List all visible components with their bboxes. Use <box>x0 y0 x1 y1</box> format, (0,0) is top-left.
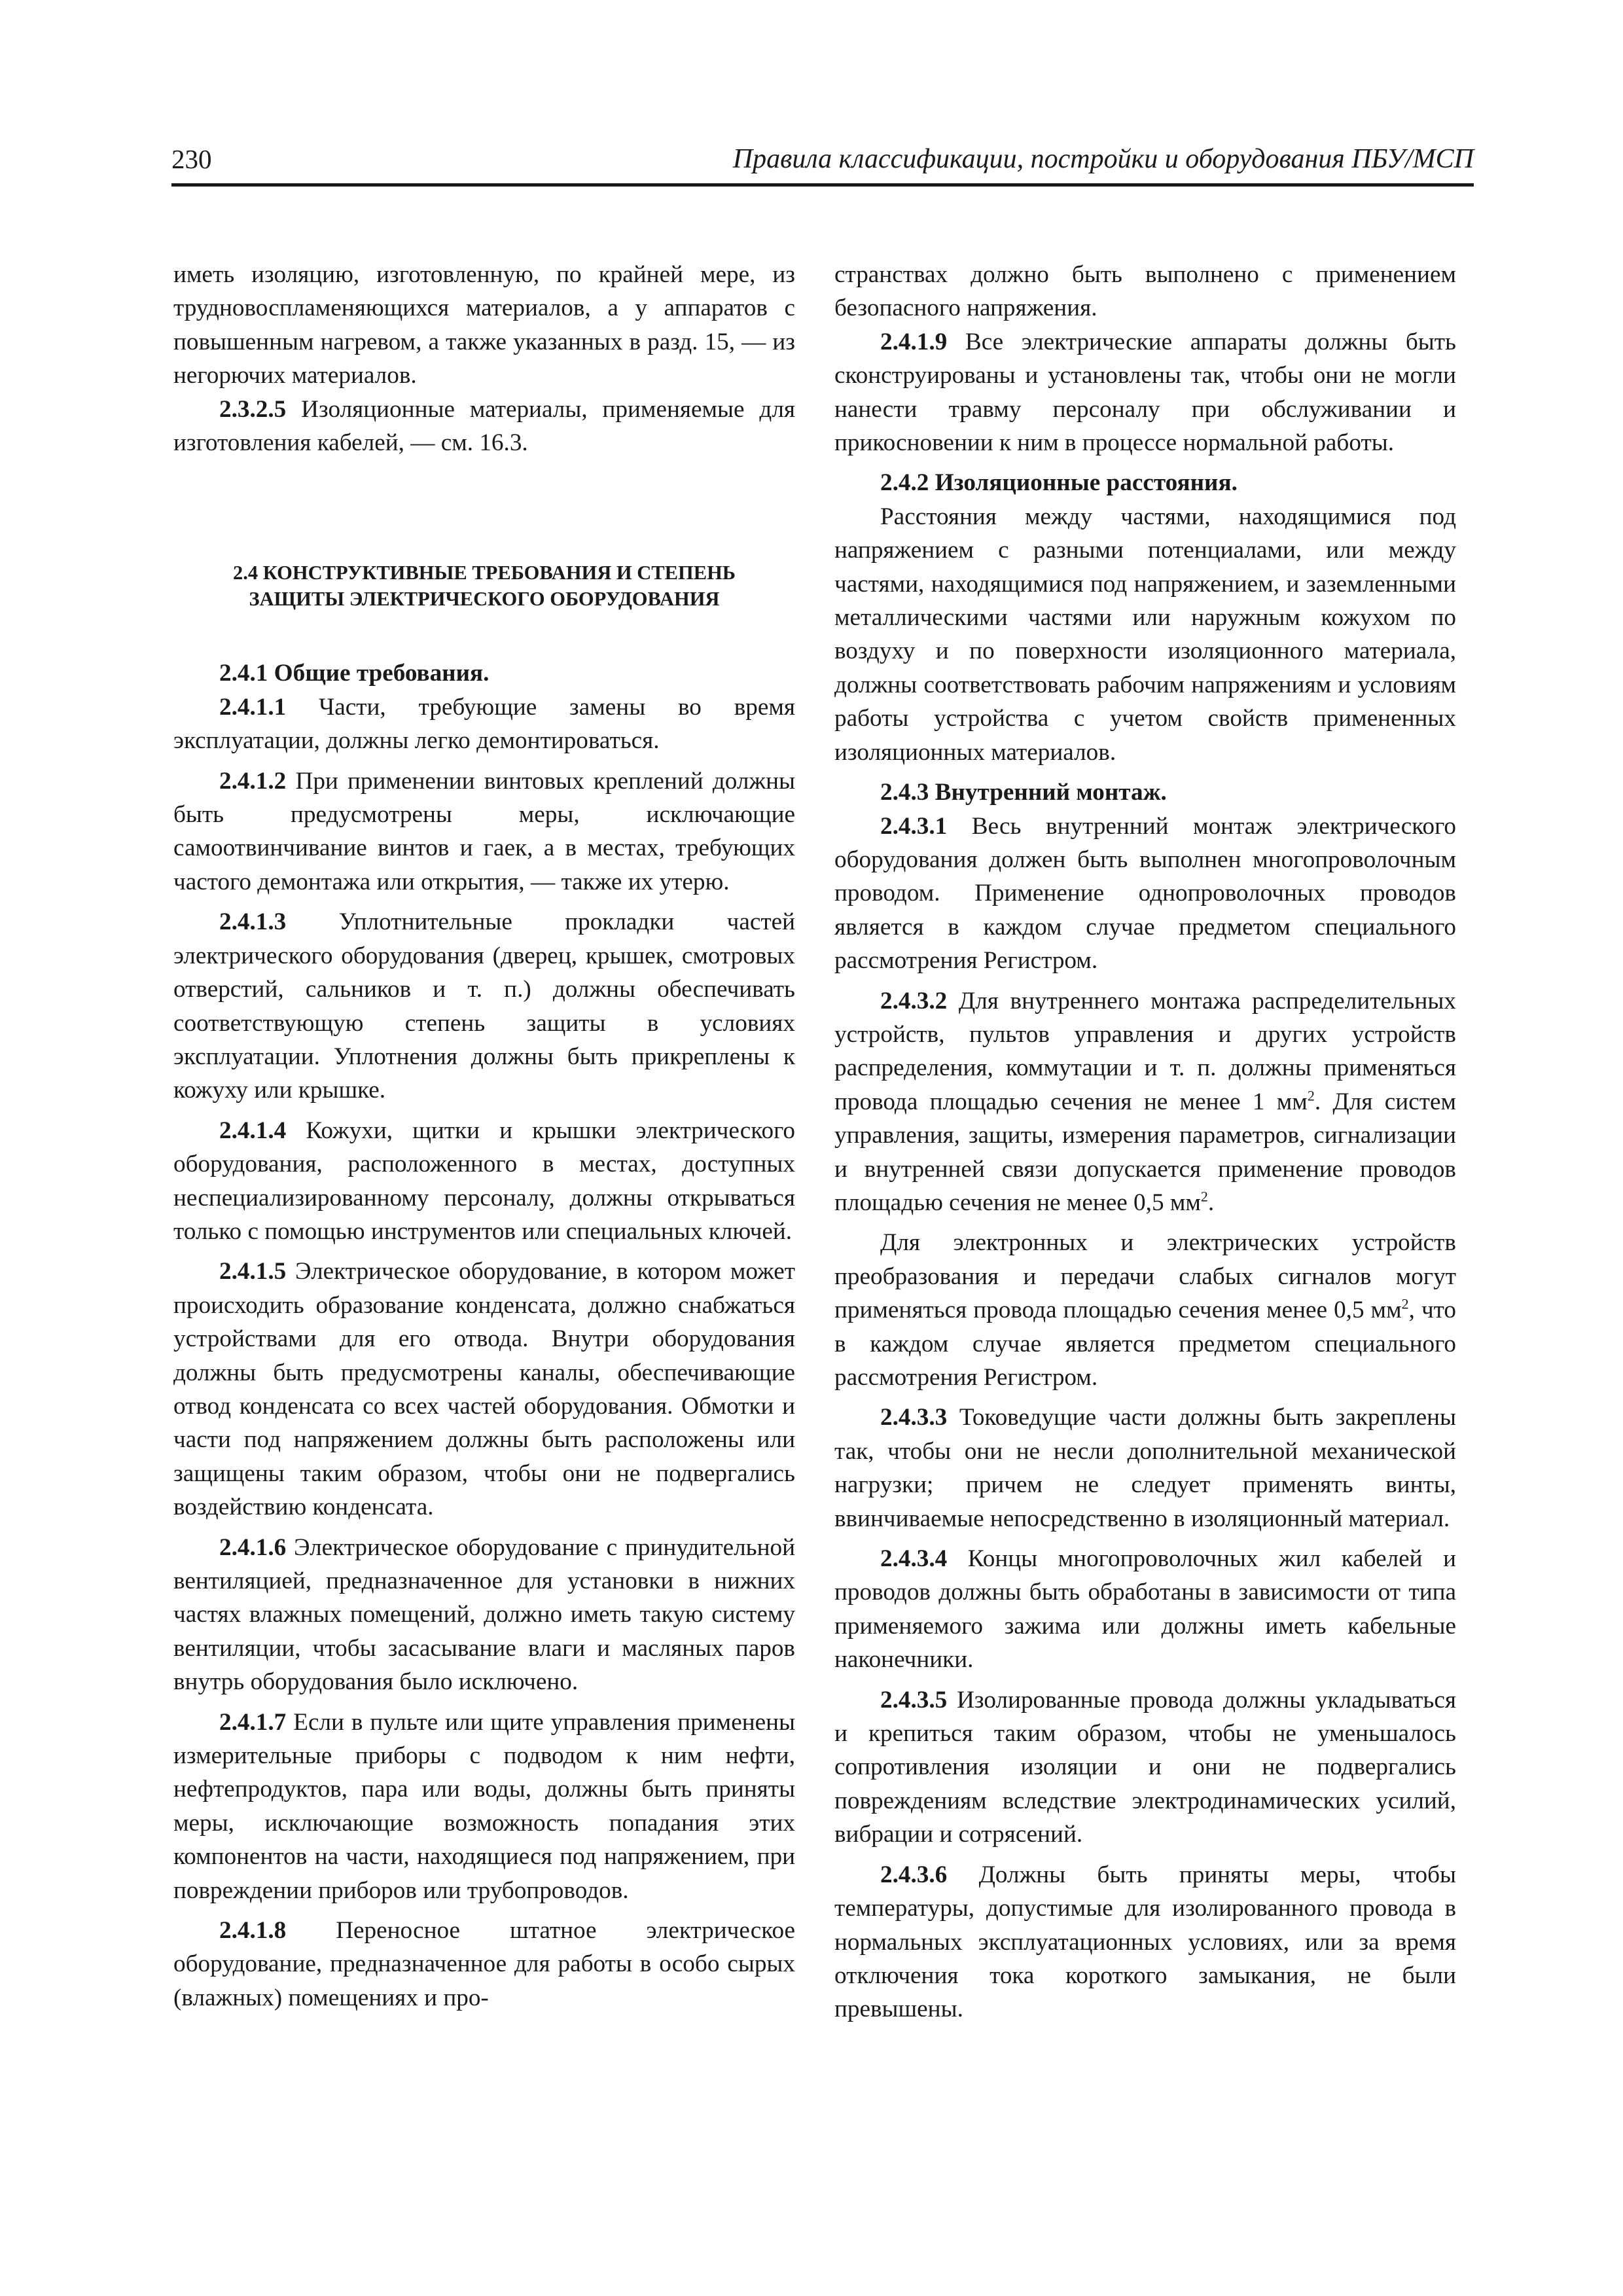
clause-text: Переносное штатное электрическое оборудование, предназначенное для работы в особо сырых (влажных) помещениях и про- <box>173 1917 795 2011</box>
paragraph-2-4-3-4 <box>834 1542 1456 1677</box>
paragraph-2-4-3-1 <box>834 810 1456 978</box>
clause-number: 2.4.3.6 <box>880 1861 948 1888</box>
right-column <box>834 258 1456 2026</box>
paragraph-2-4-1-2 <box>173 764 795 899</box>
clause-text: Электрическое оборудование с принудительной вентиляцией, предназначенное для установки в нижних частях влажных помещений, должно иметь такую систему вентиляции, чтобы засасывание влаги и масляных паров внутрь оборудования было исключено. <box>173 1534 795 1696</box>
section-heading-line: ЗАЩИТЫ ЭЛЕКТРИЧЕСКОГО ОБОРУДОВАНИЯ <box>249 588 720 611</box>
paragraph-2-4-3-2 <box>834 984 1456 1220</box>
clause-text: Должны быть приняты меры, чтобы температуры, допустимые для изолированного провода в нормальных эксплуатационных условиях, или за время отключения тока короткого замыкания, не были превышены. <box>834 1861 1456 2023</box>
clause-text: . Для систем управления, защиты, измерения параметров, сигнализации и внутренней связи допускается применение проводов площадью сечения не менее 0,5 мм <box>834 1088 1456 1216</box>
section-heading <box>173 560 795 612</box>
clause-number: 2.4.3.1 <box>880 812 948 840</box>
clause-text: Для электронных и электрических устройств преобразования и передачи слабых сигналов могут применяться провода площадью сечения менее 0,5 мм <box>834 1229 1456 1324</box>
subsection-heading-2-4-3: 2.4.3 Внутренний монтаж. <box>880 779 1167 806</box>
clause-number: 2.4.1.2 <box>219 767 287 795</box>
superscript: 2 <box>1401 1295 1409 1312</box>
page-header <box>171 140 1474 187</box>
clause-text: Для внутреннего монтажа распределительных устройств, пультов управления и других устройств распределения, коммутации и т. п. должны применяться провода площадью сечения не менее 1 мм <box>834 987 1456 1115</box>
subsection-heading-2-4-1: 2.4.1 Общие требования. <box>219 660 490 687</box>
clause-number: 2.4.1.4 <box>219 1117 287 1144</box>
clause-number: 2.4.3.3 <box>880 1404 948 1431</box>
clause-number: 2.4.3.4 <box>880 1545 948 1573</box>
clause-number: 2.4.1.7 <box>219 1708 287 1736</box>
clause-number: 2.4.3.5 <box>880 1686 948 1713</box>
clause-number: 2.4.1.9 <box>880 328 948 355</box>
clause-text: Электрическое оборудование, в котором может происходить образование конденсата, должно снабжаться устройствами для его отвода. Внутри оборудования должны быть предусмотрены каналы, обеспечивающие отвод конденсата со всех частей оборудования. Обмотки и части под напряжением должны быть расположены или защищены таким образом, чтобы они не подвергались воздействию конденсата. <box>173 1258 795 1521</box>
clause-text: Концы многопроволочных жил кабелей и проводов должны быть обработаны в зависимости от типа применяемого зажима или должны иметь кабельные наконечники. <box>834 1545 1456 1674</box>
paragraph-2-4-1-7 <box>173 1706 795 1907</box>
paragraph-2-4-1-4 <box>173 1114 795 1249</box>
paragraph-continuation: странствах должно быть выполнено с применением безопасного напряжения. <box>834 261 1456 322</box>
clause-text: . <box>1207 1189 1215 1216</box>
clause-text: Весь внутренний монтаж электрического оборудования должен быть выполнен многопроволочным проводом. Применение однопроволочных проводов является в каждом случае предметом специального рассмотрения Регистром. <box>834 812 1456 975</box>
clause-number: 2.4.1.6 <box>219 1534 287 1561</box>
clause-text: При применении винтовых креплений должны быть предусмотрены меры, исключающие самоотвинчивание винтов и гаек, а в местах, требующих частого демонтажа или открытия, — также их утерю. <box>173 767 795 895</box>
paragraph-2-3-2-5 <box>173 393 795 460</box>
paragraph-2-4-1-8 <box>173 1914 795 2015</box>
clause-text: Если в пульте или щите управления применены измерительные приборы с подводом к ним нефти, нефтепродуктов, пара или воды, должны быть приняты меры, исключающие возможность попадания этих компонентов на части, находящиеся под напряжением, при повреждении приборов или трубопроводов. <box>173 1708 795 1904</box>
paragraph-2-4-2: Расстояния между частями, находящимися под напряжением с разными потенциалами, или между частями, находящимися под напряжением, и заземленными металлическими частями или наружным кожухом по воздуху и по поверхности изоляционного материала, должны соответствовать рабочим напряжениям и условиям работы устройства с учетом свойств примененных изоляционных материалов. <box>834 503 1456 766</box>
clause-text: Изоляционные материалы, применяемые для изготовления кабелей, — см. 16.3. <box>173 395 795 457</box>
paragraph-2-4-3-5 <box>834 1683 1456 1852</box>
paragraph-2-4-3-3 <box>834 1401 1456 1535</box>
paragraph-2-4-1-1 <box>173 691 795 758</box>
clause-text: Токоведущие части должны быть закреплены так, чтобы они не несли дополнительной механической нагрузки; причем не следует применять винты, ввинчиваемые непосредственно в изоляционный материал. <box>834 1404 1456 1532</box>
paragraph-2-4-3-2-continued <box>834 1226 1456 1394</box>
section-heading-line: 2.4 КОНСТРУКТИВНЫЕ ТРЕБОВАНИЯ И СТЕПЕНЬ <box>233 562 736 584</box>
clause-text: Части, требующие замены во время эксплуатации, должны легко демонтироваться. <box>173 693 795 755</box>
superscript: 2 <box>1200 1188 1208 1205</box>
clause-text: Изолированные провода должны укладываться и крепиться таким образом, чтобы не уменьшалось сопротивления изоляции и они не подвергались повреждениям вследствие электродинамических усилий, вибрации и сотрясений. <box>834 1686 1456 1848</box>
clause-text: Уплотнительные прокладки частей электрического оборудования (дверец, крышек, смотровых отверстий, сальников и т. п.) должны обеспечивать соответствующую степень защиты в условиях эксплуатации. Уплотнения должны быть прикреплены к кожуху или крышке. <box>173 908 795 1104</box>
paragraph-continuation: иметь изоляцию, изготовленную, по крайней мере, из трудновоспламеняющихся материалов, а у аппаратов с повышенным нагревом, а также указанных в разд. 15, — из негорючих материалов. <box>173 261 795 389</box>
clause-text: Кожухи, щитки и крышки электрического оборудования, расположенного в местах, доступных неспециализированному персоналу, должны открываться только с помощью инструментов или специальных ключей. <box>173 1117 795 1245</box>
clause-number: 2.4.1.1 <box>219 693 287 721</box>
page-number: 230 <box>171 144 212 174</box>
clause-number: 2.4.1.3 <box>219 908 287 936</box>
clause-number: 2.4.3.2 <box>880 987 948 1014</box>
clause-text: Все электрические аппараты должны быть сконструированы и установлены так, чтобы они не могли нанести травму персоналу при обслуживании и прикосновении к ним в процессе нормальной работы. <box>834 328 1456 457</box>
subsection-heading-2-4-2: 2.4.2 Изоляционные расстояния. <box>880 469 1238 497</box>
paragraph-2-4-1-3 <box>173 905 795 1107</box>
clause-text: , что в каждом случае является предметом специального рассмотрения Регистром. <box>834 1297 1456 1391</box>
paragraph-2-4-1-5 <box>173 1255 795 1524</box>
paragraph-2-4-1-9 <box>834 325 1456 460</box>
clause-number: 2.4.1.5 <box>219 1258 287 1285</box>
clause-number: 2.4.1.8 <box>219 1917 287 1945</box>
left-column <box>173 258 795 2015</box>
paragraph-2-4-1-6 <box>173 1531 795 1699</box>
superscript: 2 <box>1307 1087 1315 1104</box>
paragraph-2-4-3-6 <box>834 1858 1456 2026</box>
running-title: Правила классификации, постройки и оборудования ПБУ/МСП <box>732 144 1474 174</box>
clause-number: 2.3.2.5 <box>219 395 287 423</box>
